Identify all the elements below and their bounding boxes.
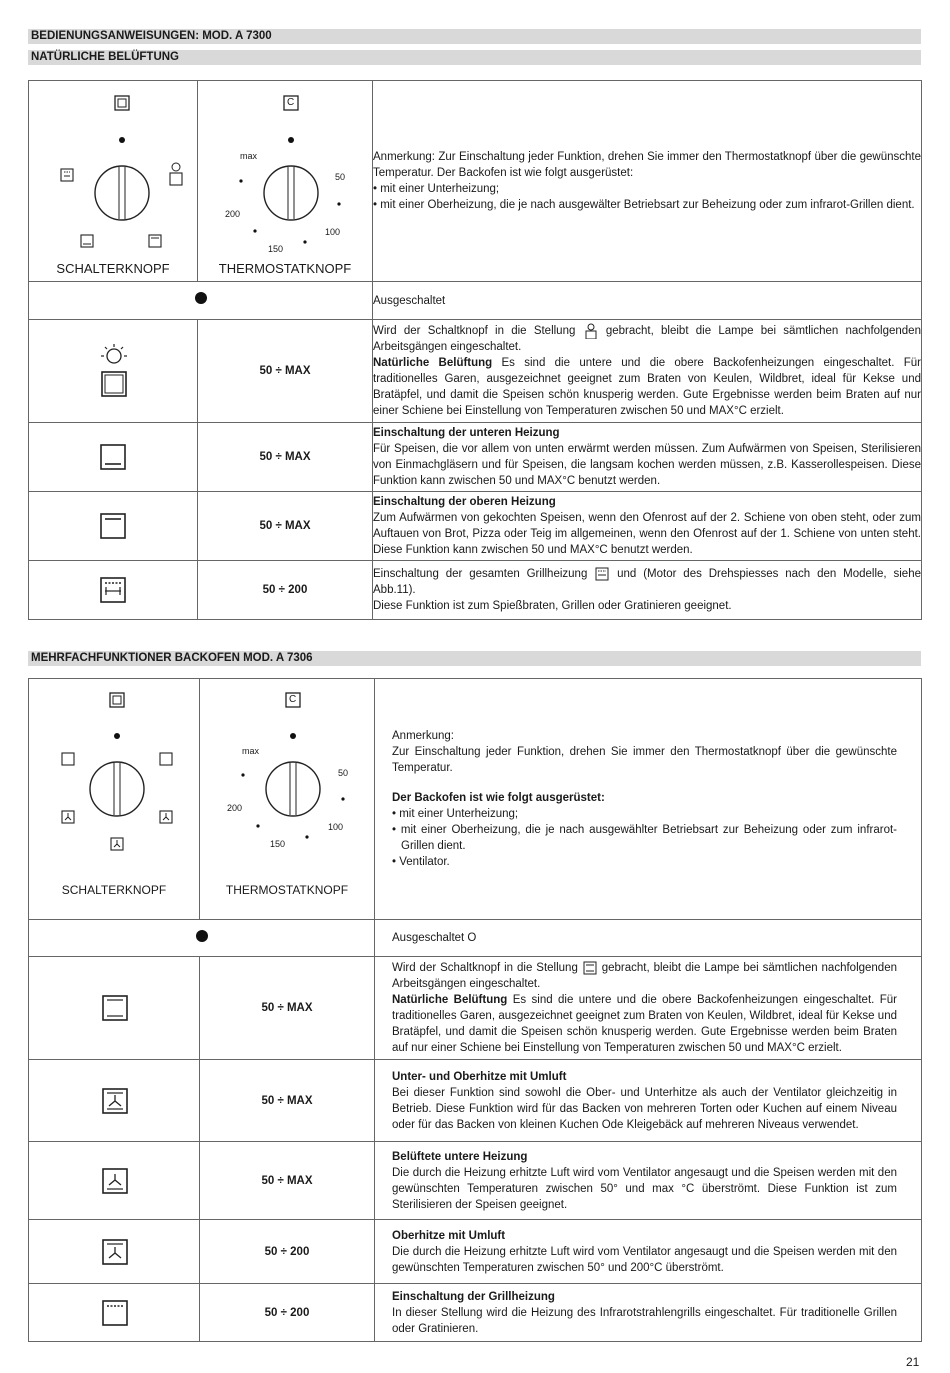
off-dot-icon [196, 930, 208, 942]
temperature-range: 50 ÷ MAX [200, 1142, 375, 1220]
temperature-range: 50 ÷ MAX [198, 423, 373, 492]
table-row [29, 492, 922, 561]
function-icon-cell [29, 1060, 200, 1142]
lamp-oven-icon [29, 336, 198, 406]
desc-text: Es sind die untere und die obere Backofenheizungen eingeschaltet. Für traditionelles Garen, ausgezeichnet geeignet zum Braten von Keulen, Wildbret, ideal für Kekse und Bratäpfel, und damit die Speisen schön knusperig werden. Gute Ergebnisse werden beim Braten auf nur einer Schiene bei Einstellung von Temperaturen zwischen 50 und MAX°C erzielt. [392, 994, 897, 1054]
thermostat-mark-200: 200 [225, 209, 241, 219]
function-icon-cell [29, 320, 198, 423]
table-row [29, 1284, 922, 1342]
thermostat-knob-panel [200, 679, 375, 920]
function-description [373, 320, 922, 423]
conventional-oven-icon [582, 961, 598, 975]
desc-text: Die durch die Heizung erhitzte Luft wird vom Ventilator angesaugt und die Speisen werden mit den gewünschten Temperaturen zwischen 50° und max °C überströmt. Diese Funktion ist zum Sterilisieren der Speisen geeignet. [392, 1166, 897, 1211]
desc-heading: Einschaltung der oberen Heizung [373, 496, 556, 508]
table-row [29, 1060, 922, 1142]
note-bullet: • mit einer Unterheizung; [373, 183, 500, 195]
desc-text: und (Motor des Drehspiesses nach den Modelle, siehe Abb.11). [373, 568, 921, 596]
off-dot-icon [195, 292, 207, 304]
off-position-cell [29, 920, 375, 957]
selector-knob-icon [29, 81, 198, 281]
thermostat-knob-label: THERMOSTATKNOPF [218, 261, 352, 276]
table-row [29, 320, 922, 423]
table-row [29, 423, 922, 492]
off-text: Ausgeschaltet [373, 282, 922, 320]
desc-heading: Natürliche Belüftung [373, 357, 493, 370]
function-description [373, 492, 922, 561]
section-title-bar: MEHRFACHFUNKTIONER BACKOFEN MOD. A 7306 [28, 651, 921, 666]
function-description [375, 1060, 922, 1142]
section-title-bar: BEDIENUNGSANWEISUNGEN: MOD. A 7300 [28, 29, 921, 44]
desc-heading: Natürliche Belüftung [392, 994, 508, 1006]
note-text: Anmerkung: [392, 730, 455, 742]
function-icon-cell [29, 492, 198, 561]
selector-knob-label: SCHALTERKNOPF [61, 883, 167, 897]
function-description [375, 1220, 922, 1284]
temperature-range: 50 ÷ MAX [198, 320, 373, 423]
temperature-range: 50 ÷ MAX [200, 1060, 375, 1142]
note-bullet: • mit einer Oberheizung, die je nach ausgewählter Betriebsart zur Beheizung oder zum infrarot-Grillen dient. [392, 824, 897, 852]
thermostat-mark-150: 150 [270, 839, 286, 849]
desc-heading: Einschaltung der unteren Heizung [373, 427, 560, 439]
bottom-heat-icon [29, 442, 198, 472]
grill-icon [29, 1298, 200, 1328]
fan-top-icon [29, 1237, 200, 1267]
conventional-oven-icon [29, 993, 200, 1023]
desc-text: gebracht, bleibt die Lampe bei sämtlichen nachfolgenden Arbeitsgängen eingeschaltet. [392, 962, 897, 990]
page-number: 21 [906, 1355, 920, 1369]
temperature-range: 50 ÷ MAX [200, 957, 375, 1060]
lamp-oven-icon [583, 323, 599, 339]
note-bullet: • mit einer Oberheizung, die je nach ausgewälter Betriebsart zur Beheizung oder zum infrarot-Grillen dient. [373, 199, 915, 211]
off-text: Ausgeschaltet O [375, 920, 922, 957]
desc-heading: Oberhitze mit Umluft [392, 1229, 506, 1242]
desc-text: Bei dieser Funktion sind sowohl die Ober- und Unterhitze als auch der Ventilator gleichzeitig in Betrieb. Diese Funktion wird für das Backen von mehreren Torten oder Kuchen auf einem Niveau oder für das Backen von kleinen Kuchen Ode Kleigebäck auf mehreren Niveaus verwendet. [392, 1086, 897, 1131]
selector-knob-panel [29, 81, 198, 282]
thermostat-mark-max: max [242, 746, 260, 756]
function-icon-cell [29, 423, 198, 492]
table-row [29, 1142, 922, 1220]
thermostat-knob-label: THERMOSTATKNOPF [225, 883, 349, 897]
function-icon-cell [29, 1142, 200, 1220]
thermostat-mark-200: 200 [227, 803, 243, 813]
equipment-note [373, 81, 922, 282]
desc-heading: Unter- und Oberhitze mit Umluft [392, 1070, 567, 1083]
function-description [373, 423, 922, 492]
desc-text: Die durch die Heizung erhitzte Luft wird vom Ventilator angesaugt und die Speisen werden mit den gewünschten Temperaturen zwischen 50° und 200°C überströmt. [392, 1245, 897, 1274]
table-row [29, 957, 922, 1060]
note-text: Anmerkung: Zur Einschaltung jeder Funktion, drehen Sie immer den Thermostatknopf über die gewünschte Temperatur. Der Backofen ist wie folgt ausgerüstet: [373, 151, 921, 179]
desc-text: Für Speisen, die vor allem von unten erwärmt werden müssen. Zum Aufwärmen von Speisen, Sterilisieren von Einmachgläsern und für Speisen, die langsam kochen werden müssen, z.B. Kasserollespeisen. Diese Funktion kann zwischen 50 und MAX°C benutzt werden. [373, 443, 921, 487]
table-row [29, 561, 922, 620]
function-icon-cell [29, 1220, 200, 1284]
desc-text: gebracht, bleibt die Lampe bei sämtlichen nachfolgenden Arbeitsgängen eingeschaltet. [373, 325, 921, 354]
desc-text: Zum Aufwärmen von gekochten Speisen, wenn den Ofenrost auf der 2. Schiene von oben steht, oder zum Auftauen von Brot, Pizza oder Teig im allgemeinen, wenn den Ofenrost auf der 1. Schiene von unten steht. Diese Funktion kann zwischen 50 und MAX°C benutzt werden. [373, 512, 921, 556]
thermostat-mark-max: max [240, 151, 258, 161]
thermostat-mark-100: 100 [325, 227, 341, 237]
desc-text: Wird der Schaltknopf in die Stellung [373, 325, 576, 338]
function-table-a7300 [28, 80, 922, 620]
thermostat-mark-150: 150 [268, 244, 284, 254]
function-description [375, 1142, 922, 1220]
function-icon-cell [29, 561, 198, 620]
thermostat-mark-50: 50 [338, 768, 349, 778]
desc-text: Wird der Schaltknopf in die Stellung [392, 962, 578, 974]
temperature-range: 50 ÷ MAX [198, 492, 373, 561]
desc-text: Diese Funktion ist zum Spießbraten, Grillen oder Gratinieren geeignet. [373, 600, 732, 612]
thermostat-top-letter: C [289, 694, 297, 705]
temperature-range: 50 ÷ 200 [198, 561, 373, 620]
note-heading: Der Backofen ist wie folgt ausgerüstet: [392, 792, 605, 804]
selector-knob-panel [29, 679, 200, 920]
selector-knob-label: SCHALTERKNOPF [56, 261, 170, 276]
function-table-a7306 [28, 678, 922, 1342]
fan-top-bottom-icon [29, 1086, 200, 1116]
fan-bottom-icon [29, 1166, 200, 1196]
temperature-range: 50 ÷ 200 [200, 1284, 375, 1342]
thermostat-mark-50: 50 [335, 172, 346, 182]
function-description [375, 957, 922, 1060]
note-bullet: • Ventilator. [392, 856, 450, 868]
top-heat-icon [29, 511, 198, 541]
function-description [375, 1284, 922, 1342]
desc-text: Es sind die untere und die obere Backofenheizungen eingeschaltet. Für traditionelles Garen, ausgezeichnet geeignet zum Braten von Keulen, Wildbret, ideal für Kekse und Bratäpfel, und damit die Speisen schön knusperig werden. Gute Ergebnisse werden beim Braten auf nur einer Schiene bei Einstellung von Temperaturen zwischen 50 und MAX°C erzielt. [373, 357, 921, 418]
note-text: Zur Einschaltung jeder Funktion, drehen Sie immer den Thermostatknopf über die gewünschte Temperatur. [392, 746, 897, 774]
equipment-note [375, 679, 922, 920]
table-row [29, 1220, 922, 1284]
section-subtitle-bar: NATÜRLICHE BELÜFTUNG [28, 50, 921, 65]
function-icon-cell [29, 1284, 200, 1342]
function-description [373, 561, 922, 620]
grill-spit-icon [29, 575, 198, 605]
grill-spit-icon [594, 567, 610, 581]
desc-text: Einschaltung der gesamten Grillheizung [373, 568, 588, 580]
temperature-range: 50 ÷ 200 [200, 1220, 375, 1284]
thermostat-knob-icon [198, 81, 373, 281]
off-position-cell [29, 282, 373, 320]
function-icon-cell [29, 957, 200, 1060]
desc-text: In dieser Stellung wird die Heizung des Infrarotstrahlengrills eingeschaltet. Für traditionelle Grillen oder Gratinieren. [392, 1306, 897, 1335]
desc-heading: Einschaltung der Grillheizung [392, 1290, 555, 1303]
thermostat-top-letter: C [287, 97, 295, 108]
thermostat-knob-panel [198, 81, 373, 282]
thermostat-mark-100: 100 [328, 822, 344, 832]
desc-heading: Belüftete untere Heizung [392, 1150, 528, 1163]
note-bullet: • mit einer Unterheizung; [392, 808, 519, 820]
